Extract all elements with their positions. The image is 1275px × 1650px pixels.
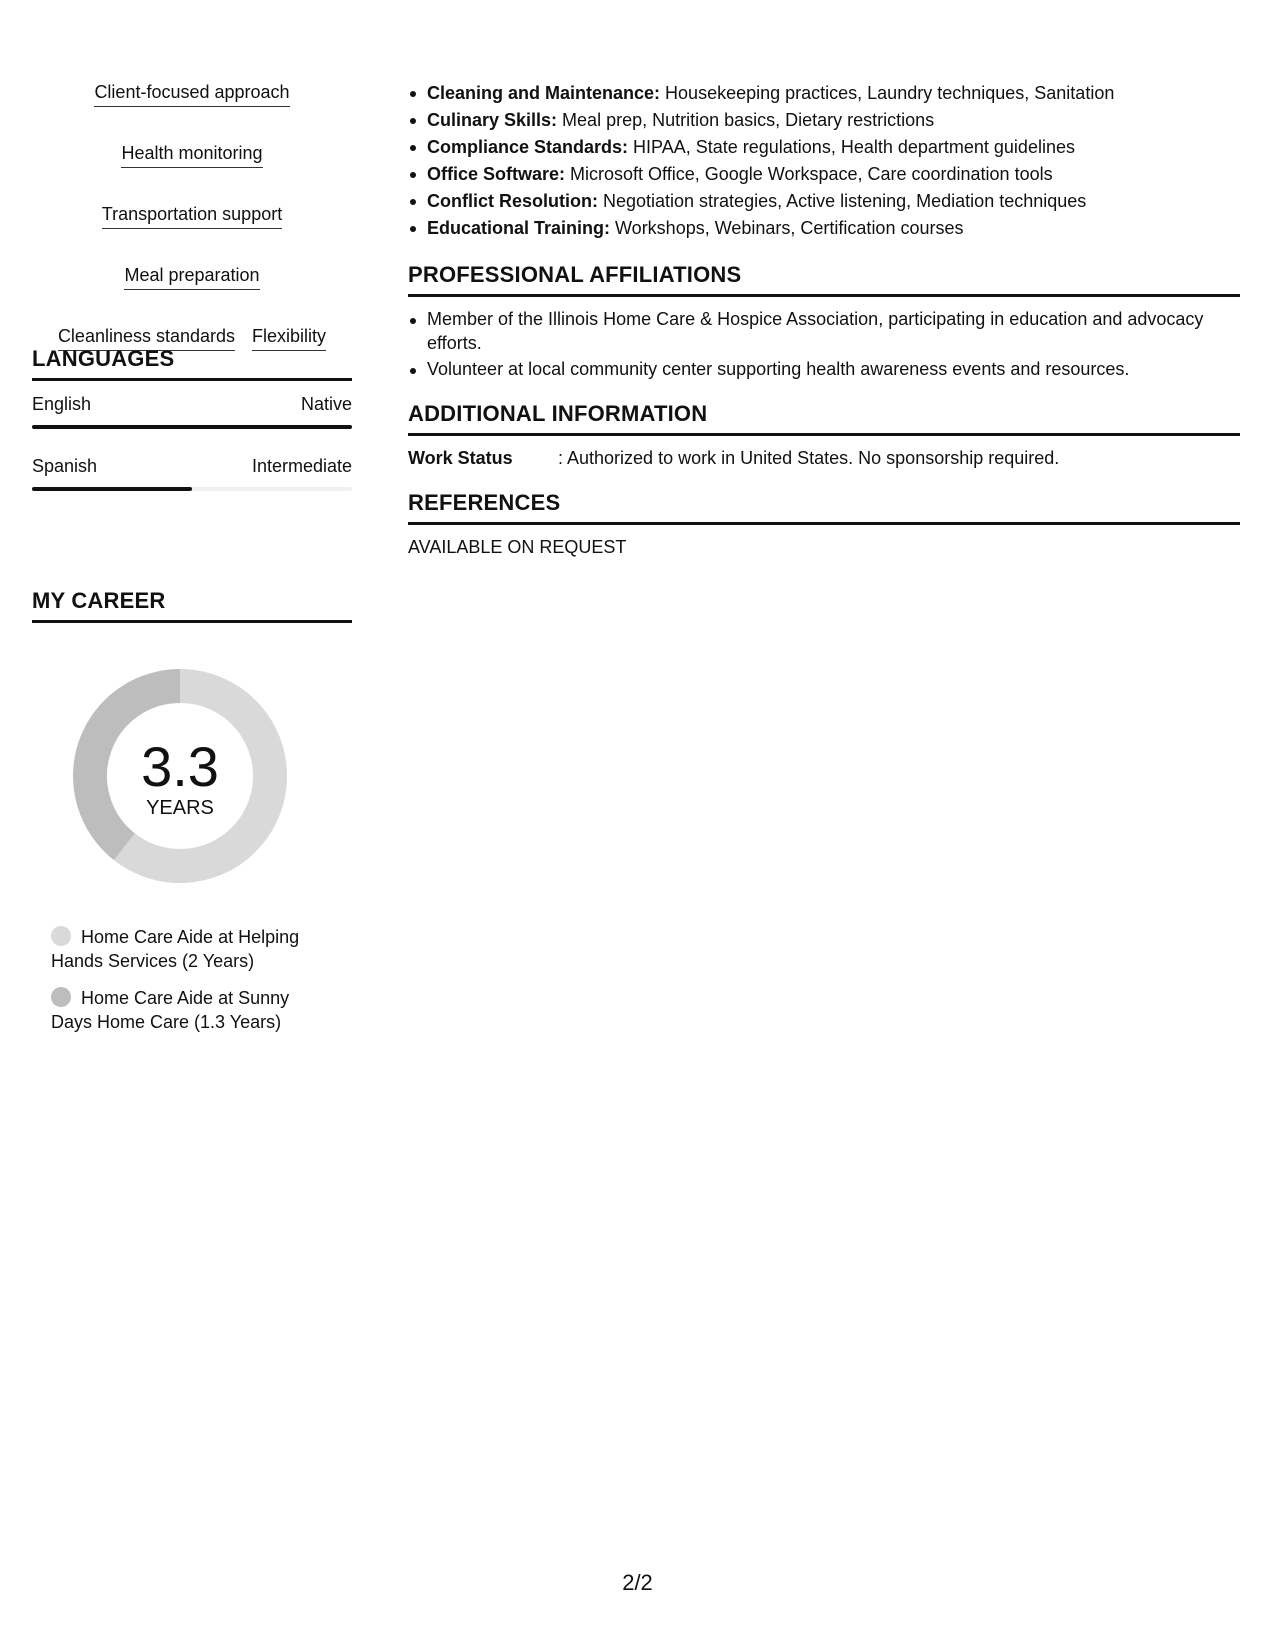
skill-tag: Health monitoring: [121, 141, 262, 168]
references-section: [408, 490, 1240, 559]
skill-detail-item: [408, 80, 1240, 107]
page-number: 2/2: [622, 1570, 653, 1595]
skill-detail-title: Culinary Skills:: [427, 110, 558, 130]
affiliation-item: Volunteer at local community center supporting health awareness events and resources.: [408, 357, 1240, 381]
career-section: [32, 588, 352, 1047]
skill-detail-item: [408, 107, 1240, 134]
skill-detail-item: [408, 134, 1240, 161]
work-status-label: Work Status: [408, 448, 513, 468]
skill-detail-text: HIPAA, State regulations, Health department guidelines: [628, 137, 1075, 157]
skill-detail-title: Office Software:: [427, 164, 566, 184]
language-item: [32, 455, 352, 491]
affiliation-item: Member of the Illinois Home Care & Hospice Association, participating in education and advocacy efforts.: [408, 307, 1240, 355]
skill-detail-title: Cleaning and Maintenance:: [427, 83, 661, 103]
career-heading: MY CAREER: [32, 588, 352, 623]
career-legend-label: Home Care Aide at Helping Hands Services (2 Years): [51, 927, 300, 971]
language-level: Intermediate: [251, 456, 352, 476]
skill-detail-item: [408, 188, 1240, 215]
additional-info-section: [408, 401, 1240, 470]
skill-detail-title: Compliance Standards:: [427, 137, 629, 157]
right-column: [408, 80, 1240, 559]
references-heading: REFERENCES: [408, 490, 1240, 525]
skill-detail-item: [408, 161, 1240, 188]
career-legend-label: Home Care Aide at Sunny Days Home Care (1.3 Years): [51, 988, 290, 1032]
skill-tag: Flexibility: [252, 324, 326, 351]
career-total-unit: YEARS: [146, 797, 214, 819]
language-level: Native: [300, 394, 352, 414]
language-proficiency-bar: [32, 425, 352, 429]
language-proficiency-fill: [32, 487, 192, 491]
skills-list: [32, 80, 352, 351]
career-legend-item: [51, 986, 321, 1034]
language-item: [32, 393, 352, 429]
affiliations-heading: PROFESSIONAL AFFILIATIONS: [408, 262, 1240, 297]
career-legend: [32, 925, 321, 1034]
additional-info-heading: ADDITIONAL INFORMATION: [408, 401, 1240, 436]
skill-tag: Transportation support: [102, 202, 282, 229]
left-column: [32, 80, 352, 351]
languages-heading: LANGUAGES: [32, 346, 352, 381]
career-total-years: 3.3: [141, 735, 219, 798]
skill-detail-text: Microsoft Office, Google Workspace, Care coordination tools: [565, 164, 1053, 184]
legend-dot-icon: [51, 926, 71, 946]
legend-dot-icon: [51, 987, 71, 1007]
language-name: Spanish: [32, 456, 98, 476]
language-proficiency-bar: [32, 487, 352, 491]
work-status-value: : Authorized to work in United States. No sponsorship required.: [558, 448, 1060, 468]
skill-tag: Cleanliness standards: [58, 324, 235, 351]
skill-detail-text: Meal prep, Nutrition basics, Dietary restrictions: [557, 110, 935, 130]
career-donut-chart: [67, 663, 293, 889]
skill-tag: Meal preparation: [124, 263, 259, 290]
skill-detail-text: Negotiation strategies, Active listening, Mediation techniques: [597, 191, 1087, 211]
skill-details-list: [408, 80, 1240, 242]
language-proficiency-fill: [32, 425, 352, 429]
skill-detail-title: Educational Training:: [427, 218, 611, 238]
references-text: AVAILABLE ON REQUEST: [408, 537, 627, 557]
skill-tag: Client-focused approach: [94, 80, 289, 107]
skill-detail-item: [408, 215, 1240, 242]
affiliations-list: [408, 307, 1240, 381]
career-legend-item: [51, 925, 321, 973]
affiliations-section: [408, 262, 1240, 381]
skill-detail-title: Conflict Resolution:: [427, 191, 598, 211]
skill-detail-text: Housekeeping practices, Laundry techniques, Sanitation: [660, 83, 1115, 103]
work-status-row: [408, 446, 1240, 470]
skill-detail-text: Workshops, Webinars, Certification courses: [610, 218, 964, 238]
language-name: English: [32, 394, 92, 414]
languages-section: [32, 346, 352, 491]
